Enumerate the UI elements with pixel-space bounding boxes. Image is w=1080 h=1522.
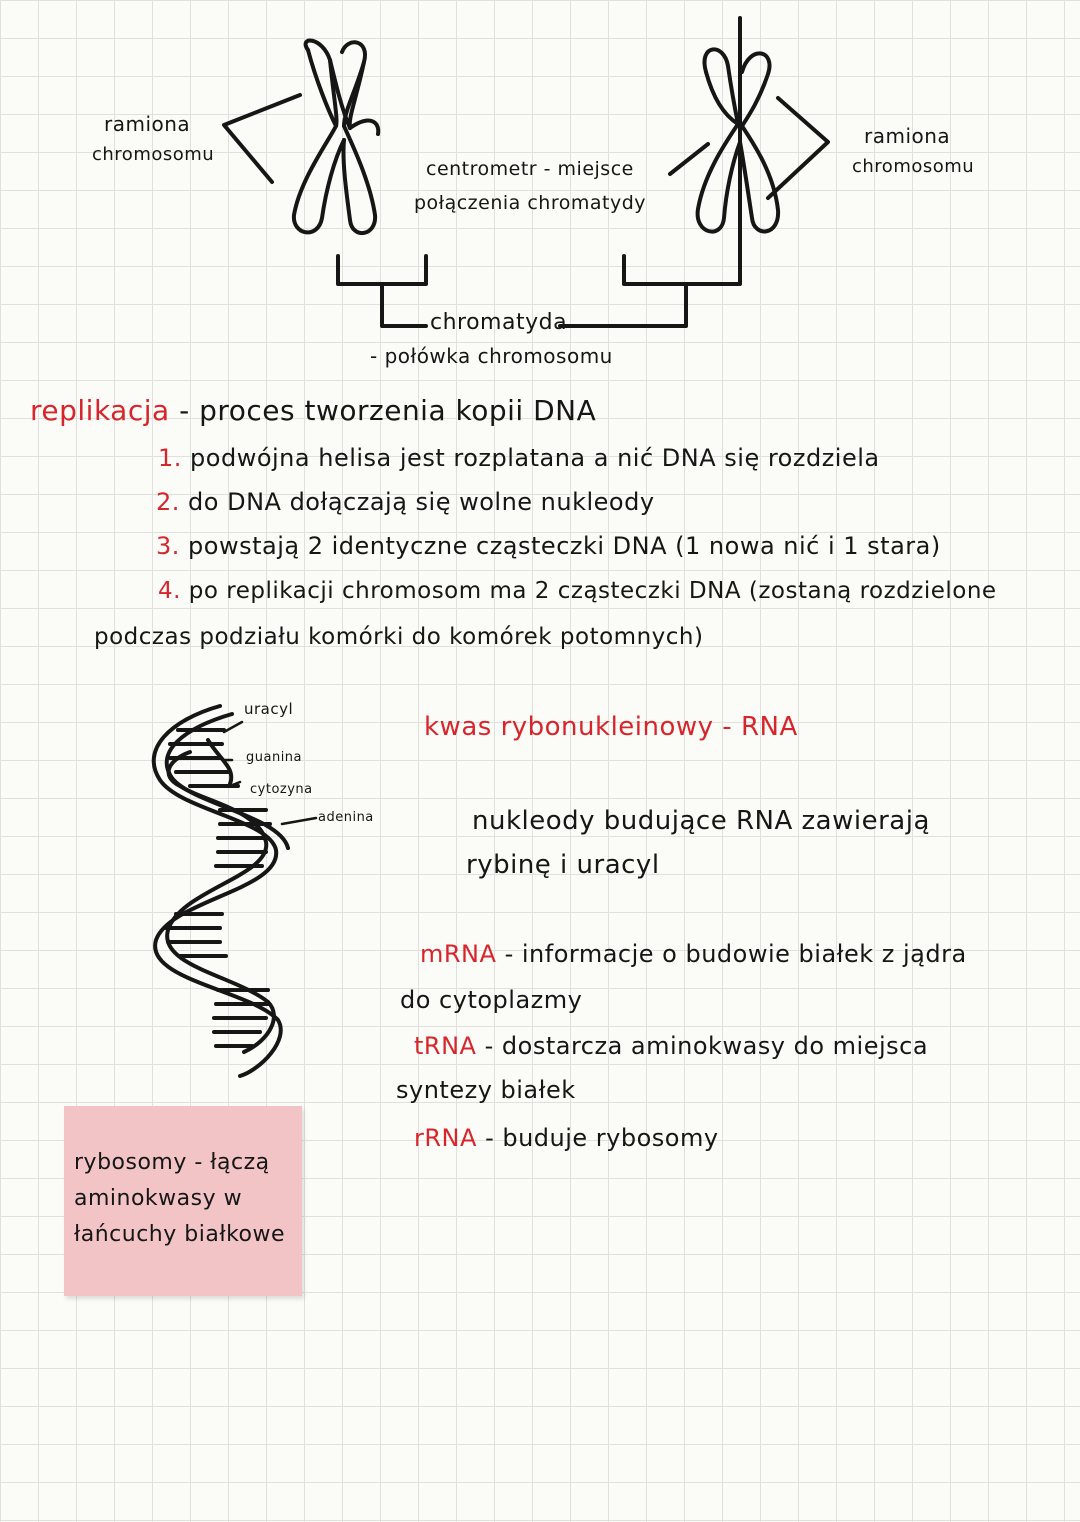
step-number: 4. bbox=[158, 578, 181, 604]
rrna-description: - buduje rybosomy bbox=[485, 1124, 719, 1152]
rrna-term: rRNA bbox=[414, 1124, 477, 1152]
left-chromosome-drawing bbox=[210, 30, 410, 260]
step-number: 1. bbox=[158, 444, 182, 472]
right-arm-label-line-1: ramiona bbox=[864, 124, 951, 148]
right-arm-label-line-2: chromosomu bbox=[852, 156, 975, 177]
step-text: powstają 2 identyczne cząsteczki DNA (1 nowa nić i 1 stara) bbox=[188, 532, 941, 560]
left-arm-label-line-1: ramiona bbox=[104, 112, 191, 136]
centromere-label-line-1: centrometr - miejsce bbox=[426, 158, 634, 180]
replication-step bbox=[158, 444, 880, 472]
mrna-description: - informacje o budowie białek z jądra bbox=[504, 940, 967, 968]
replication-step bbox=[156, 532, 941, 560]
left-arm-label-line-2: chromosomu bbox=[92, 144, 215, 165]
sticky-note-line-1: rybosomy - łączą bbox=[74, 1150, 270, 1175]
replication-step-continuation: podczas podziału komórki do komórek potomnych) bbox=[94, 624, 704, 650]
rna-nucleotides-line-1: nukleody budujące RNA zawierają bbox=[472, 806, 930, 836]
step-text: do DNA dołączają się wolne nukleody bbox=[188, 488, 655, 516]
replication-step bbox=[158, 578, 997, 604]
chromatid-label-line-2: - połówka chromosomu bbox=[370, 344, 613, 368]
trna-description: - dostarcza aminokwasy do miejsca bbox=[484, 1032, 929, 1060]
rrna-line bbox=[414, 1124, 719, 1152]
rna-nucleotides-line-2: rybinę i uracyl bbox=[466, 850, 660, 880]
replication-term: replikacja bbox=[30, 394, 170, 427]
sticky-note-line-3: łańcuchy białkowe bbox=[74, 1222, 286, 1247]
chromatid-label-line-1: chromatyda bbox=[430, 310, 568, 335]
replication-step bbox=[156, 488, 655, 516]
mrna-term: mRNA bbox=[420, 940, 497, 968]
uracil-label: uracyl bbox=[244, 700, 294, 718]
step-number: 2. bbox=[156, 488, 180, 516]
step-text: po replikacji chromosom ma 2 cząsteczki DNA (zostaną rozdzielone bbox=[188, 578, 997, 604]
trna-line bbox=[414, 1032, 928, 1060]
cytosine-label: cytozyna bbox=[250, 782, 313, 797]
guanine-label: guanina bbox=[246, 750, 303, 765]
mrna-description-continuation: do cytoplazmy bbox=[400, 986, 583, 1014]
rna-heading: kwas rybonukleinowy - RNA bbox=[424, 712, 798, 742]
adenine-label: adenina bbox=[318, 810, 374, 825]
centromere-label-line-2: połączenia chromatydy bbox=[414, 192, 646, 214]
replication-definition: - proces tworzenia kopii DNA bbox=[179, 394, 597, 427]
sticky-note-line-2: aminokwasy w bbox=[74, 1186, 243, 1211]
step-number: 3. bbox=[156, 532, 180, 560]
trna-term: tRNA bbox=[414, 1032, 477, 1060]
replication-heading bbox=[30, 394, 596, 427]
step-text: podwójna helisa jest rozplatana a nić DNA się rozdziela bbox=[190, 444, 880, 472]
helix-label-leaders bbox=[220, 720, 330, 830]
sticky-note bbox=[64, 1106, 302, 1296]
trna-description-continuation: syntezy białek bbox=[396, 1076, 576, 1104]
mrna-line bbox=[420, 940, 967, 968]
